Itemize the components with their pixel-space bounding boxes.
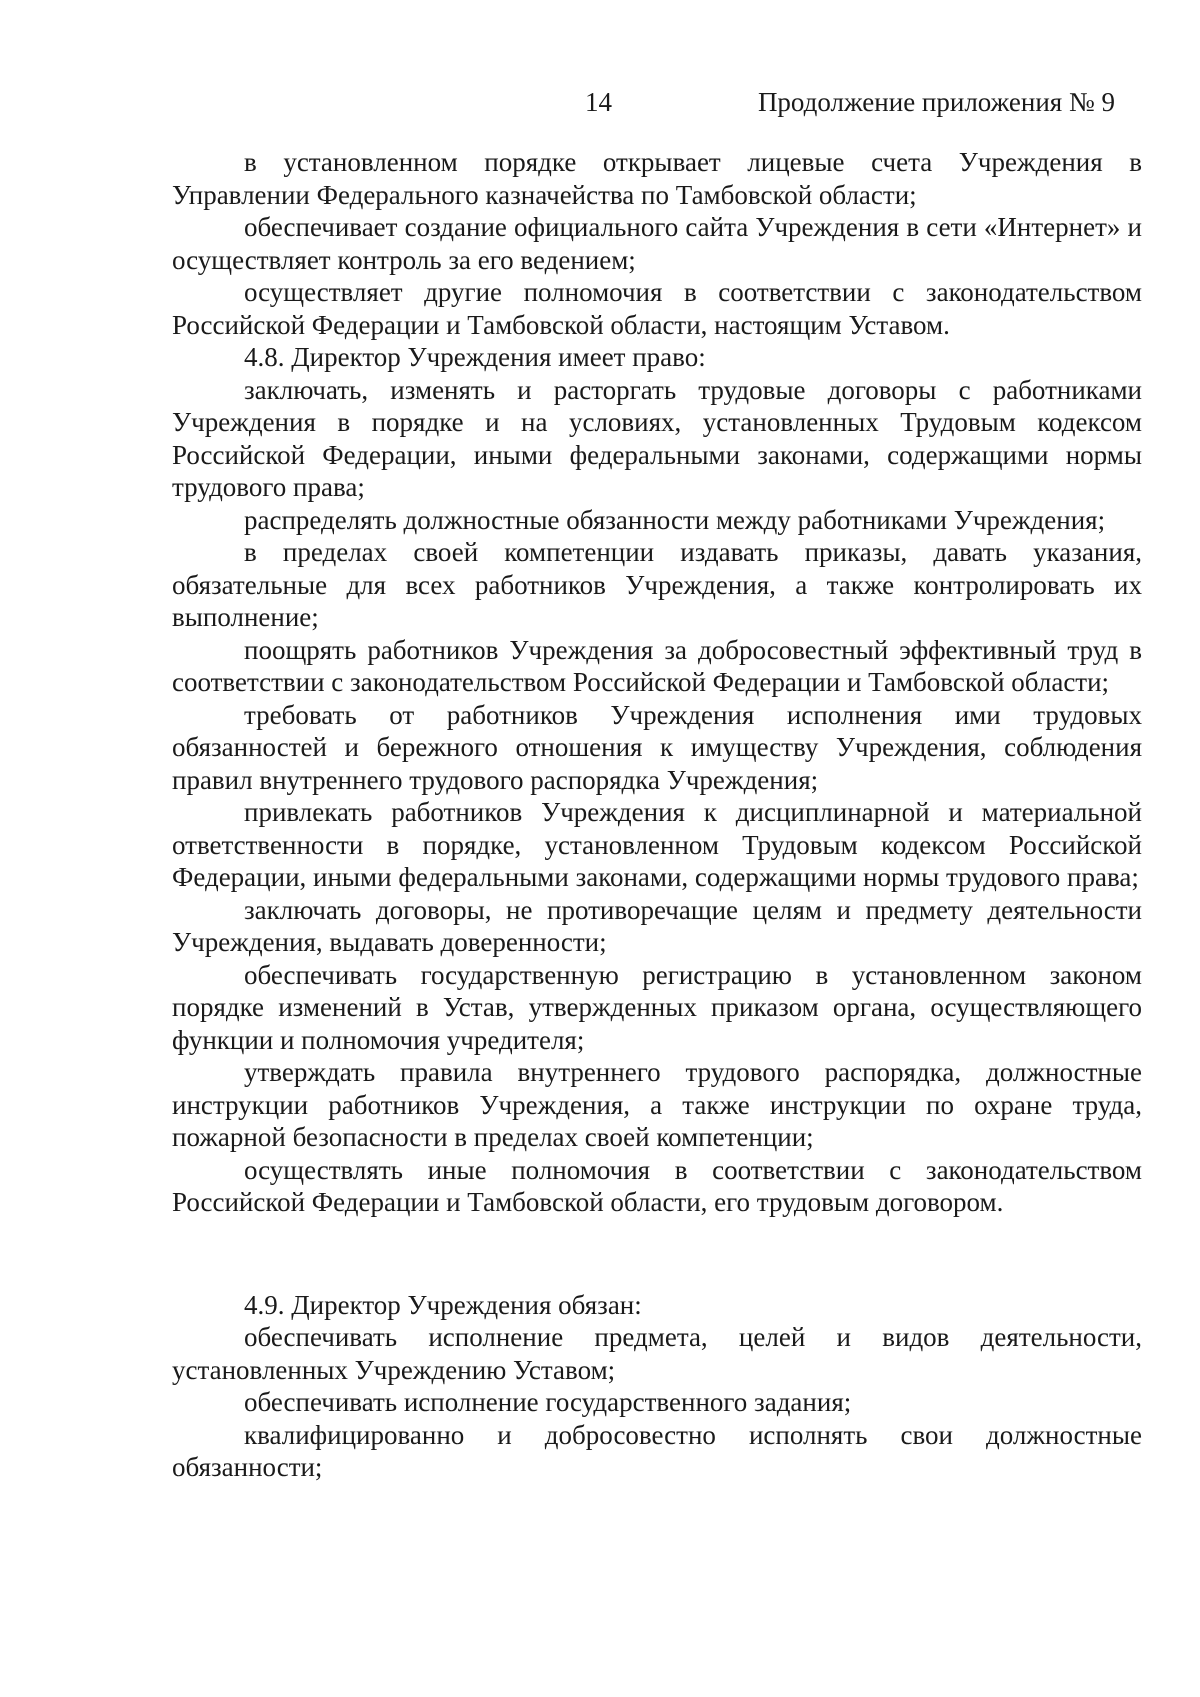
paragraph: обеспечивает создание официального сайта Учреждения в сети «Интернет» и осуществляет контроль за его ведением; — [172, 212, 1142, 275]
paragraph: утверждать правила внутреннего трудового распорядка, должностные инструкции работников Учреждения, а также инструкции по охране труда, пожарной безопасности в пределах своей компетенции; — [172, 1057, 1142, 1152]
paragraph: в пределах своей компетенции издавать приказы, давать указания, обязательные для всех работников Учреждения, а также контролировать их выполнение; — [172, 537, 1142, 632]
paragraph: обеспечивать исполнение предмета, целей и видов деятельности, установленных Учреждению Уставом; — [172, 1322, 1142, 1385]
paragraph: обеспечивать исполнение государственного задания; — [244, 1387, 852, 1417]
paragraph: распределять должностные обязанности между работниками Учреждения; — [244, 504, 1106, 535]
section-heading-4-8: 4.8. Директор Учреждения имеет право: — [244, 342, 706, 372]
document-body — [172, 146, 1142, 1484]
page-header — [0, 82, 1200, 122]
paragraph: квалифицированно и добросовестно исполнять свои должностные обязанности; — [172, 1419, 1142, 1482]
paragraph: привлекать работников Учреждения к дисциплинарной и материальной ответственности в порядке, установленном Трудовым кодексом Российской Федерации, иными федеральными законами, содержащими нормы трудового права; — [172, 797, 1142, 892]
paragraph: осуществлять иные полномочия в соответствии с законодательством Российской Федерации и Тамбовской области, его трудовым договором. — [172, 1154, 1142, 1217]
paragraph: обеспечивать государственную регистрацию в установленном законом порядке изменений в Устав, утвержденных приказом органа, осуществляющего функции и полномочия учредителя; — [172, 959, 1142, 1055]
paragraph: заключать, изменять и расторгать трудовые договоры с работниками Учреждения в порядке и на условиях, установленных Трудовым кодексом Российской Федерации, иными федеральными законами, содержащими нормы трудового права; — [172, 374, 1142, 502]
appendix-continuation-note: Продолжение приложения № 9 — [757, 87, 1115, 117]
section-heading-4-9: 4.9. Директор Учреждения обязан: — [244, 1289, 642, 1320]
section-spacer — [172, 1219, 1142, 1289]
paragraph: требовать от работников Учреждения исполнения ими трудовых обязанностей и бережного отношения к имуществу Учреждения, соблюдения правил внутреннего трудового распорядка Учреждения; — [172, 699, 1142, 795]
paragraph: в установленном порядке открывает лицевые счета Учреждения в Управлении Федерального казначейства по Тамбовской области; — [172, 147, 1142, 210]
paragraph: заключать договоры, не противоречащие целям и предмету деятельности Учреждения, выдавать доверенности; — [172, 894, 1142, 957]
page-number: 14 — [585, 87, 612, 117]
paragraph: поощрять работников Учреждения за добросовестный эффективный труд в соответствии с законодательством Российской Федерации и Тамбовской области; — [172, 634, 1142, 697]
paragraph: осуществляет другие полномочия в соответствии с законодательством Российской Федерации и Тамбовской области, настоящим Уставом. — [172, 277, 1142, 340]
